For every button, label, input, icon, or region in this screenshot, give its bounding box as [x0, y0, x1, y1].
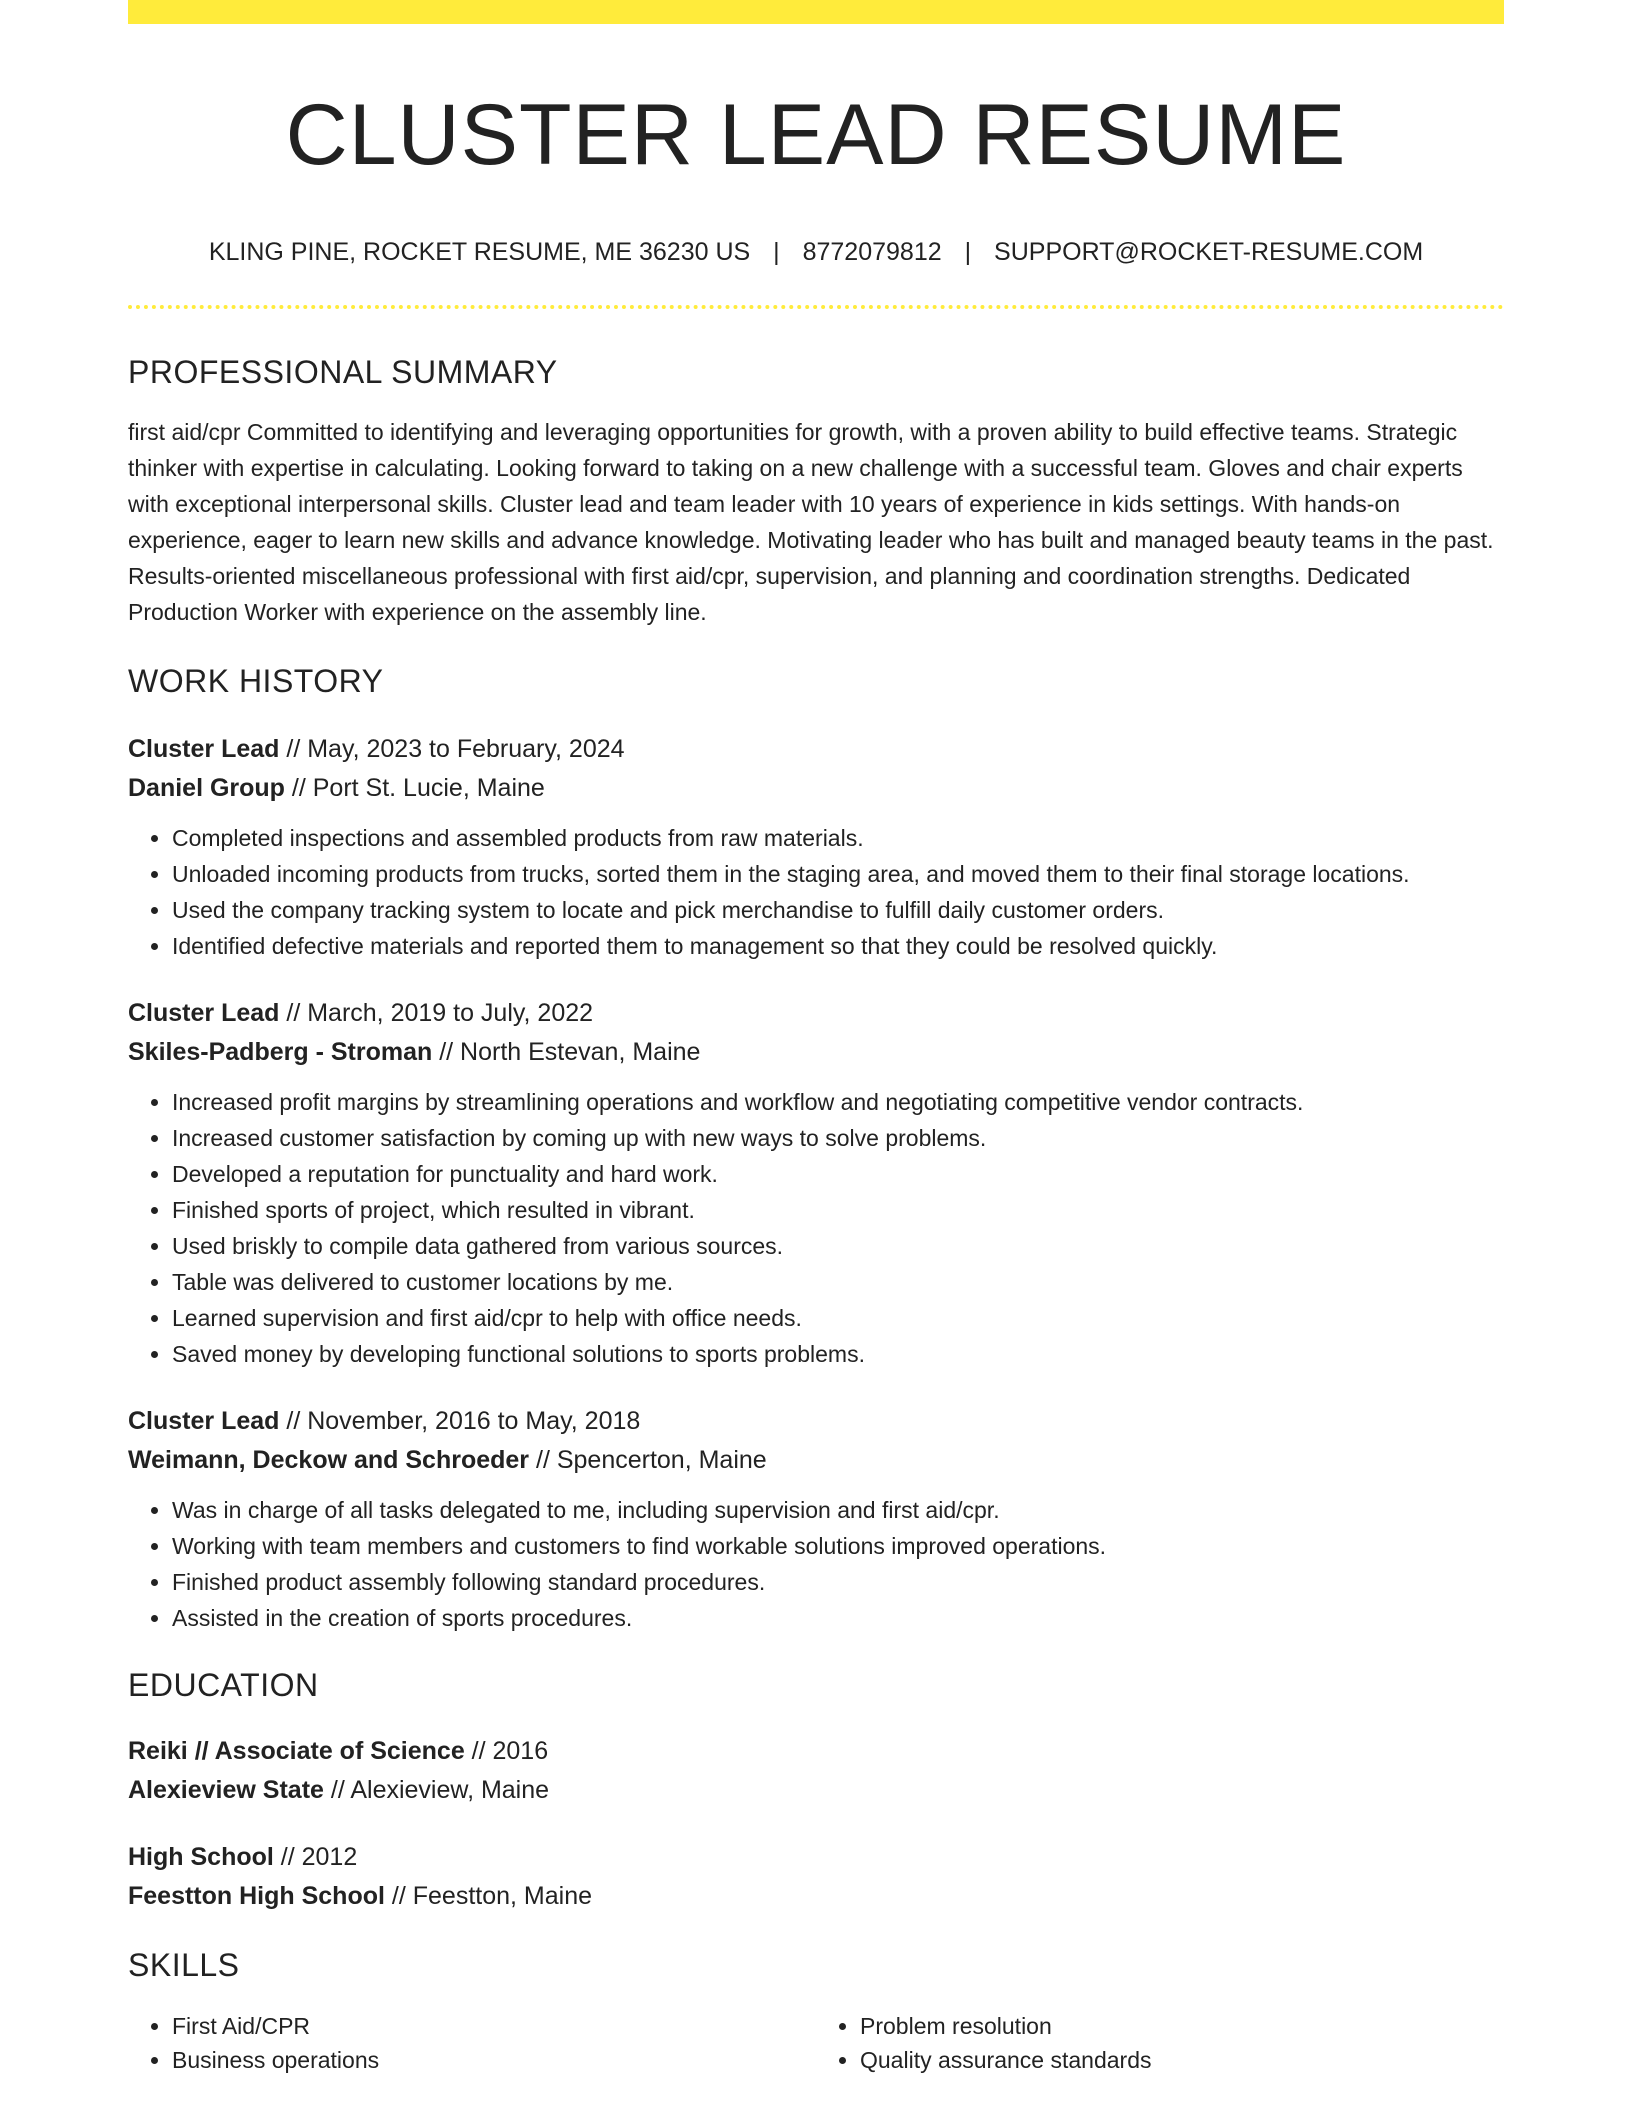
job-duty: • Table was delivered to customer locations by me.	[172, 1264, 1504, 1300]
resume-content	[128, 0, 1504, 2077]
school-line	[128, 1771, 1504, 1810]
job-duty: • Assisted in the creation of sports procedures.	[172, 1600, 1504, 1636]
dotted-divider	[128, 305, 1504, 309]
school-line	[128, 1877, 1504, 1916]
school-location: // Alexieview, Maine	[323, 1776, 550, 1805]
job-title: Cluster Lead	[128, 998, 280, 1027]
job-duty: • Identified defective materials and reported them to management so that they could be resolved quickly.	[172, 928, 1504, 964]
contact-line	[128, 237, 1504, 267]
degree-line	[128, 1838, 1504, 1877]
skills-columns	[128, 2009, 1504, 2077]
job-duties	[128, 1492, 1504, 1636]
job-dates: // May, 2023 to February, 2024	[279, 734, 625, 763]
job-entry	[128, 994, 1504, 1372]
education-entry	[128, 1732, 1504, 1810]
skill-item: • First Aid/CPR	[172, 2009, 816, 2043]
skill-item: • Business operations	[172, 2043, 816, 2077]
job-company-line	[128, 769, 1504, 808]
job-company: Daniel Group	[128, 773, 285, 802]
job-duties	[128, 1084, 1504, 1372]
job-location: // Port St. Lucie, Maine	[284, 773, 545, 802]
contact-separator: |	[773, 238, 780, 267]
job-duty: • Finished product assembly following standard procedures.	[172, 1564, 1504, 1600]
job-duties	[128, 820, 1504, 964]
job-duty: • Unloaded incoming products from trucks, sorted them in the staging area, and moved them to their final storage locations.	[172, 856, 1504, 892]
job-location: // North Estevan, Maine	[432, 1037, 701, 1066]
contact-separator: |	[964, 238, 972, 267]
job-duty: • Working with team members and customers to find workable solutions improved operations.	[172, 1528, 1504, 1564]
job-duty: • Finished sports of project, which resulted in vibrant.	[172, 1192, 1504, 1228]
education-heading: EDUCATION	[128, 1666, 319, 1703]
summary-heading: PROFESSIONAL SUMMARY	[128, 354, 558, 391]
contact-address: KLING PINE, ROCKET RESUME, ME 36230 US	[208, 238, 751, 267]
job-dates: // March, 2019 to July, 2022	[279, 998, 594, 1027]
education-entry	[128, 1838, 1504, 1916]
job-duty: • Used the company tracking system to locate and pick merchandise to fulfill daily customer orders.	[172, 892, 1504, 928]
job-duty: • Developed a reputation for punctuality and hard work.	[172, 1156, 1504, 1192]
job-duty: • Was in charge of all tasks delegated to me, including supervision and first aid/cpr.	[172, 1492, 1504, 1528]
job-title: Cluster Lead	[128, 1406, 280, 1435]
job-company-line	[128, 1441, 1504, 1480]
skills-left-column	[128, 2009, 816, 2077]
job-duty: • Increased profit margins by streamlining operations and workflow and negotiating competitive vendor contracts.	[172, 1084, 1504, 1120]
skills-right-column	[816, 2009, 1504, 2077]
work-history-heading: WORK HISTORY	[128, 662, 384, 699]
job-duty: • Saved money by developing functional solutions to sports problems.	[172, 1336, 1504, 1372]
job-duty: • Increased customer satisfaction by coming up with new ways to solve problems.	[172, 1120, 1504, 1156]
summary-text: first aid/cpr Committed to identifying and leveraging opportunities for growth, with a proven ability to build effective teams. Strategic thinker with expertise in calculating. Looking forward to taking on a new challenge with a successful team. Gloves and chair experts with exceptional interpersonal skills. Cluster lead and team leader with 10 years of experience in kids settings. With hands-on experience, eager to learn new skills and advance knowledge. Motivating leader who has built and managed beauty teams in the past. Results-oriented miscellaneous professional with first aid/cpr, supervision, and planning and coordination strengths. Dedicated Production Worker with experience on the assembly line.	[128, 418, 1494, 625]
skill-item: • Quality assurance standards	[860, 2043, 1504, 2077]
job-entry	[128, 1402, 1504, 1636]
top-accent-bar	[128, 0, 1504, 24]
school-location: // Feestton, Maine	[384, 1882, 592, 1911]
job-title-line	[128, 1402, 1504, 1441]
job-title-line	[128, 994, 1504, 1033]
contact-phone: 8772079812	[802, 238, 942, 267]
job-dates: // November, 2016 to May, 2018	[279, 1406, 641, 1435]
job-title-line	[128, 730, 1504, 769]
job-title: Cluster Lead	[128, 734, 280, 763]
job-company: Weimann, Deckow and Schroeder	[128, 1445, 530, 1474]
degree-name: High School	[128, 1843, 274, 1872]
job-duty: • Used briskly to compile data gathered from various sources.	[172, 1228, 1504, 1264]
school-name: Feestton High School	[128, 1882, 385, 1911]
job-duty: • Learned supervision and first aid/cpr to help with office needs.	[172, 1300, 1504, 1336]
school-name: Alexieview State	[128, 1776, 324, 1805]
degree-name: Reiki // Associate of Science	[128, 1737, 465, 1766]
skills-heading: SKILLS	[128, 1947, 240, 1984]
job-duty: • Completed inspections and assembled products from raw materials.	[172, 820, 1504, 856]
job-location: // Spencerton, Maine	[529, 1445, 767, 1474]
degree-line	[128, 1732, 1504, 1771]
degree-year: // 2016	[464, 1737, 549, 1766]
contact-email: SUPPORT@ROCKET-RESUME.COM	[994, 238, 1424, 267]
resume-title: CLUSTER LEAD RESUME	[285, 87, 1347, 183]
skill-item: • Problem resolution	[860, 2009, 1504, 2043]
job-company: Skiles-Padberg - Stroman	[128, 1037, 433, 1066]
job-company-line	[128, 1033, 1504, 1072]
degree-year: // 2012	[273, 1843, 358, 1872]
job-entry	[128, 730, 1504, 964]
